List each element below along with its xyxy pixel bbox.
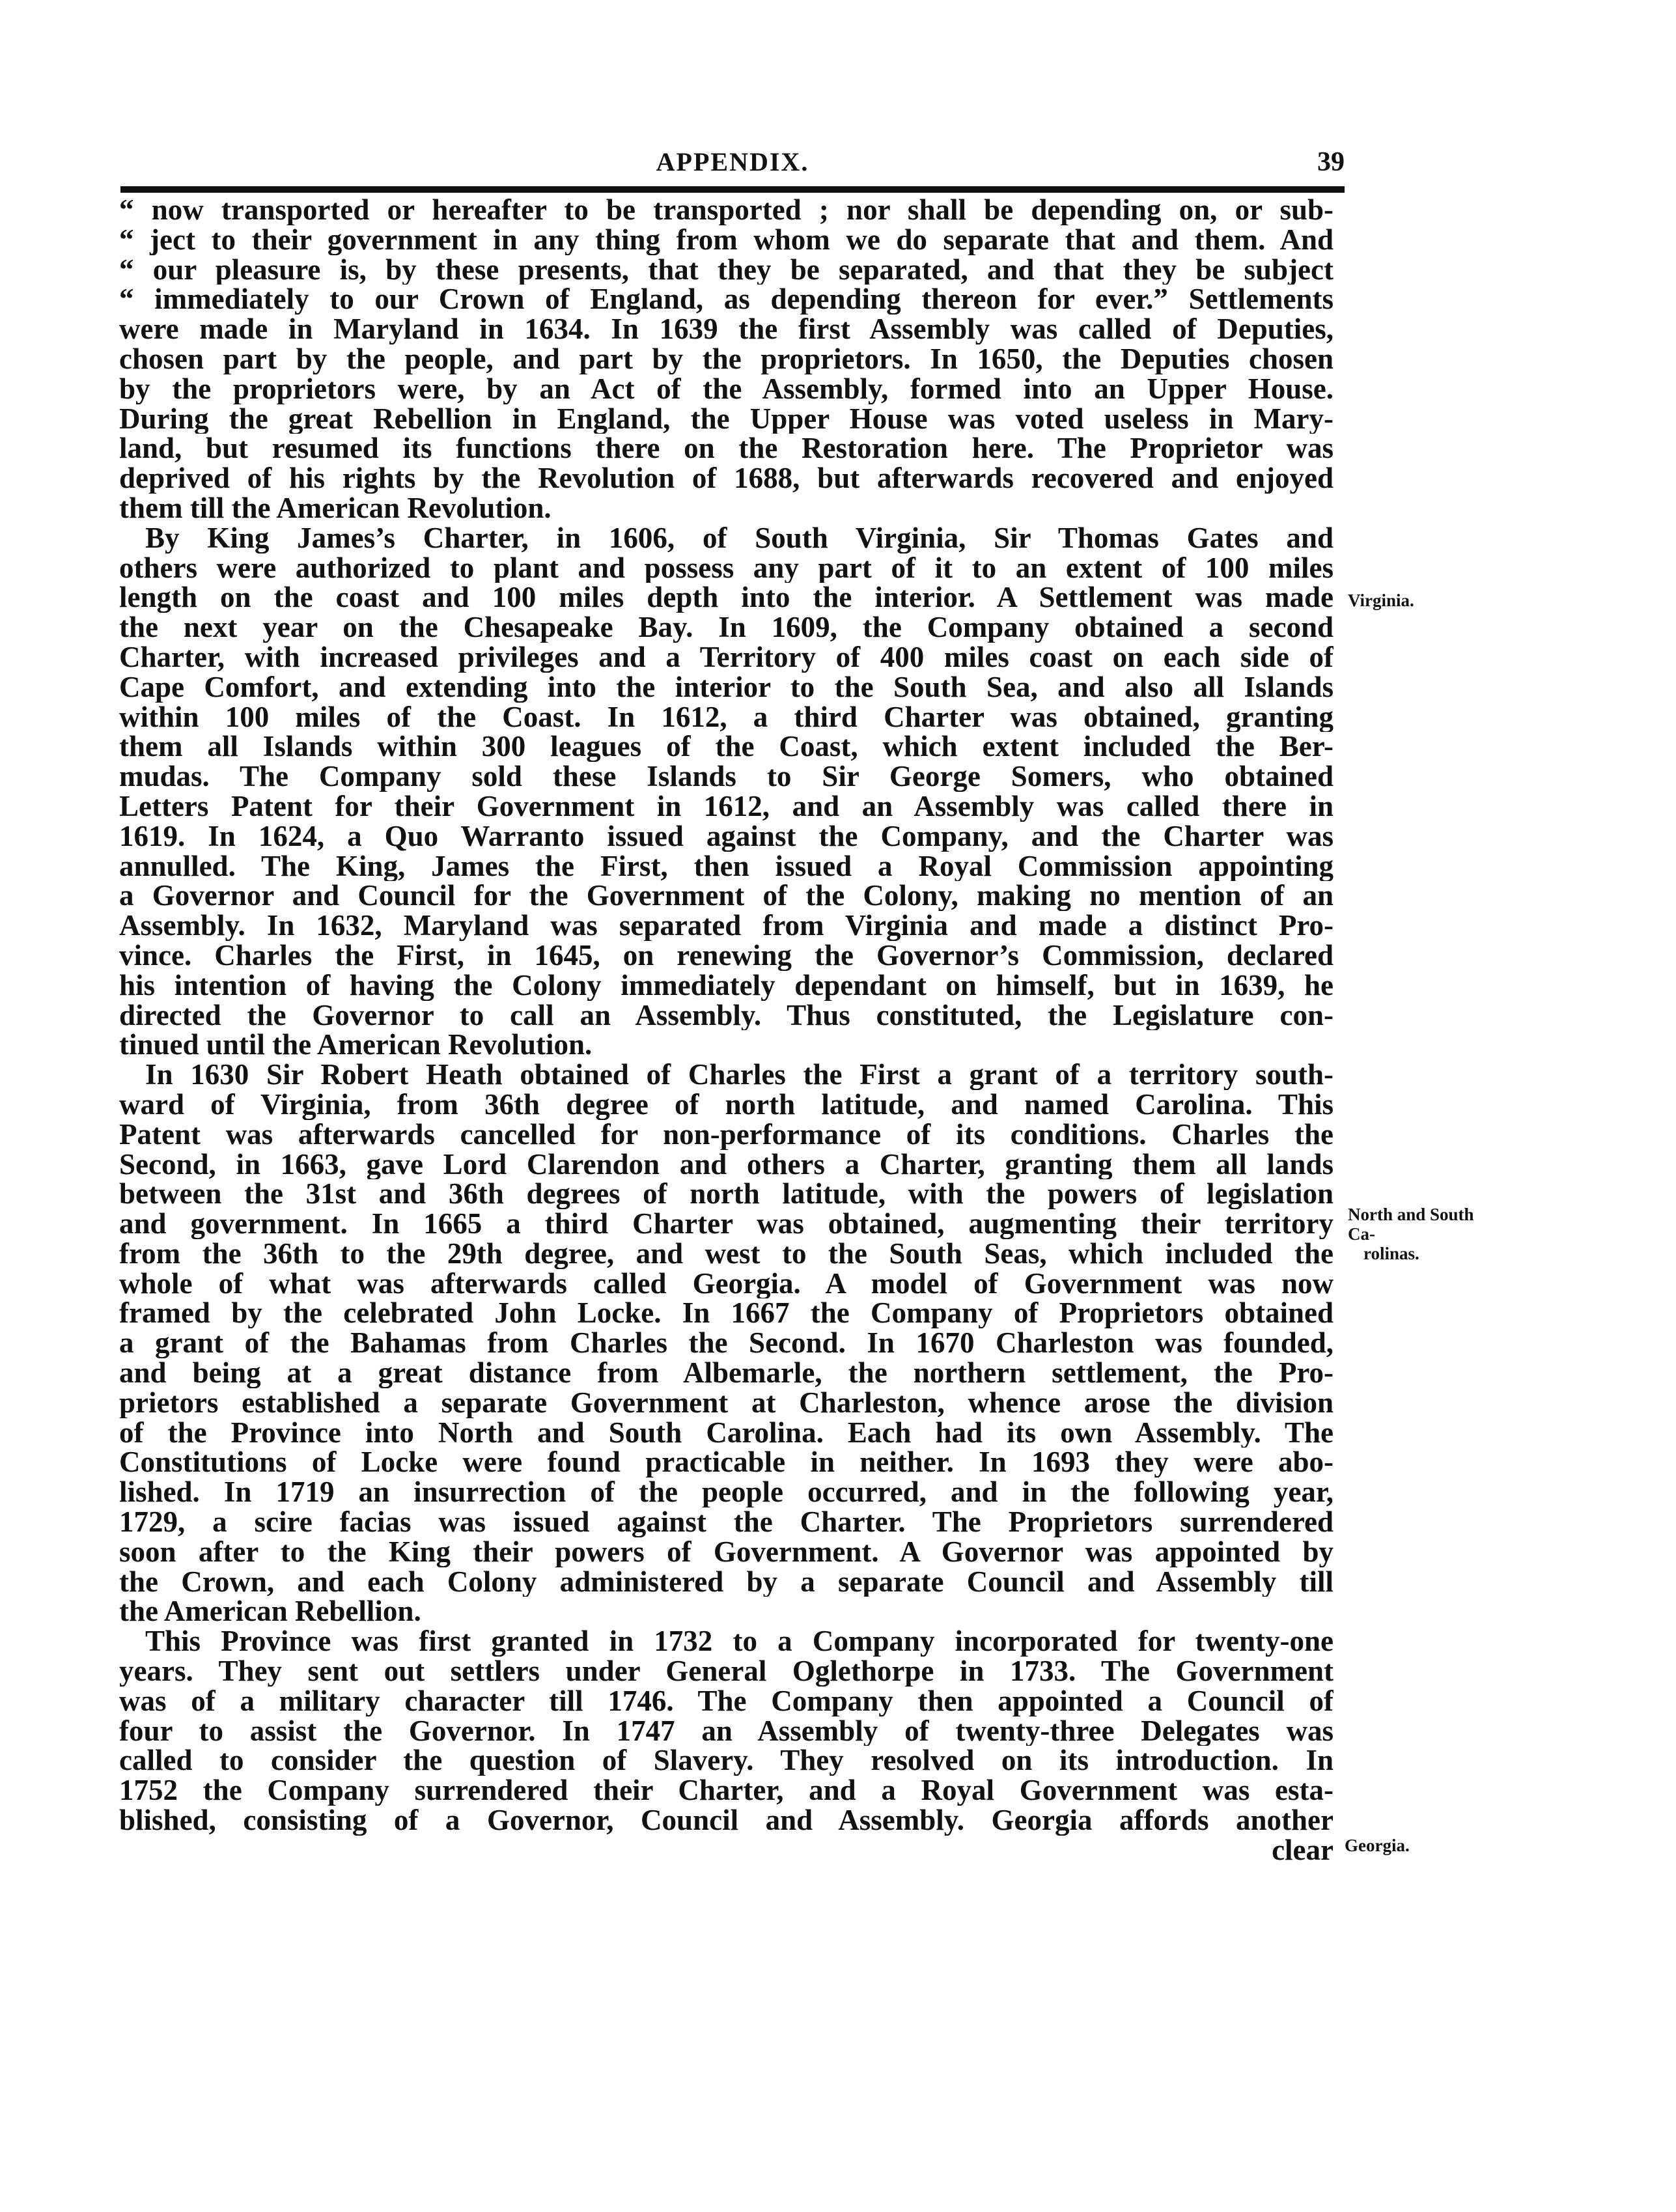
margin-note-georgia: Georgia. (1345, 1836, 1410, 1855)
text-line: By King James’s Charter, in 1606, of South Virginia, Sir Thomas Gates and (145, 523, 1334, 553)
text-line: framed by the celebrated John Locke. In 1667 the Company of Proprietors obtained (119, 1298, 1334, 1329)
text-line: was of a military character till 1746. The Company then appointed a Council of (119, 1686, 1334, 1716)
text-line: them all Islands within 300 leagues of the Coast, which extent included the Ber- (119, 732, 1334, 763)
margin-note-carolina-line1: North and South Ca- (1348, 1205, 1474, 1244)
text-line: This Province was first granted in 1732 to a Company incorporated for twenty-one (145, 1627, 1334, 1657)
text-line: land, but resumed its functions there on the Restoration here. The Proprietor was (119, 434, 1334, 464)
text-line: During the great Rebellion in England, the Upper House was voted useless in Mary- (119, 404, 1334, 434)
margin-note-carolina (1348, 1205, 1485, 1263)
text-line: In 1630 Sir Robert Heath obtained of Charles the First a grant of a territory south- (145, 1060, 1334, 1090)
text-line: ward of Virginia, from 36th degree of north latitude, and named Carolina. This (119, 1089, 1334, 1120)
text-line: Charter, with increased privileges and a Territory of 400 miles coast on each side of (119, 642, 1334, 673)
text-line: directed the Governor to call an Assembly. Thus constituted, the Legislature con- (119, 1000, 1334, 1031)
text-line: lished. In 1719 an insurrection of the people occurred, and in the following year, (119, 1477, 1334, 1508)
text-line: and government. In 1665 a third Charter was obtained, augmenting their territory (119, 1209, 1334, 1239)
text-line: them till the American Revolution. (119, 493, 552, 524)
text-line: Letters Patent for their Government in 1612, and an Assembly was called there in (119, 791, 1334, 822)
text-line: a Governor and Council for the Government of the Colony, making no mention of an (119, 881, 1334, 912)
text-line: vince. Charles the First, in 1645, on renewing the Governor’s Commission, declared (119, 940, 1334, 971)
text-line: Patent was afterwards cancelled for non-performance of its conditions. Charles the (119, 1119, 1334, 1150)
text-line: Cape Comfort, and extending into the interior to the South Sea, and also all Islands (119, 672, 1334, 703)
text-line: four to assist the Governor. In 1747 an Assembly of twenty-three Delegates was (119, 1716, 1334, 1746)
running-header (120, 147, 1345, 186)
text-line: within 100 miles of the Coast. In 1612, a third Charter was obtained, granting (119, 702, 1334, 733)
text-line: the American Rebellion. (119, 1597, 421, 1627)
text-line: “ ject to their government in any thing from whom we do separate that and them. And (119, 225, 1334, 255)
text-line: were made in Maryland in 1634. In 1639 the first Assembly was called of Deputies, (119, 315, 1334, 344)
text-line: by the proprietors were, by an Act of the Assembly, formed into an Upper House. (119, 374, 1334, 404)
margin-note-virginia: Virginia. (1348, 591, 1414, 610)
text-line: 1752 the Company surrendered their Charter, and a Royal Government was esta- (119, 1776, 1334, 1806)
text-line: Assembly. In 1632, Maryland was separated from Virginia and made a distinct Pro- (119, 911, 1334, 941)
text-line: the Crown, and each Colony administered by a separate Council and Assembly till (119, 1567, 1334, 1597)
text-line: between the 31st and 36th degrees of north latitude, with the powers of legislation (119, 1179, 1334, 1210)
text-line: years. They sent out settlers under General Oglethorpe in 1733. The Government (119, 1657, 1334, 1687)
body-text (119, 195, 1334, 1866)
text-line: blished, consisting of a Governor, Council and Assembly. Georgia affords another (119, 1806, 1334, 1836)
text-line: the next year on the Chesapeake Bay. In 1609, the Company obtained a second (119, 613, 1334, 643)
text-line: deprived of his rights by the Revolution of 1688, but afterwards recovered and enjoyed (119, 464, 1334, 494)
text-line: “ immediately to our Crown of England, as depending thereon for ever.” Settlements (119, 285, 1334, 315)
text-line: whole of what was afterwards called Georgia. A model of Government was now (119, 1268, 1334, 1299)
text-line: from the 36th to the 29th degree, and west to the South Seas, which included the (119, 1239, 1334, 1269)
text-line: prietors established a separate Government at Charleston, whence arose the division (119, 1388, 1334, 1418)
text-line: others were authorized to plant and possess any part of it to an extent of 100 miles (119, 553, 1334, 583)
text-line: his intention of having the Colony immediately dependant on himself, but in 1639, he (119, 970, 1334, 1001)
page-number: 39 (1317, 147, 1345, 177)
text-line: “ our pleasure is, by these presents, that they be separated, and that they be subject (119, 255, 1334, 285)
text-line: chosen part by the people, and part by the proprietors. In 1650, the Deputies chosen (119, 344, 1334, 374)
text-line: “ now transported or hereafter to be transported ; nor shall be depending on, or sub- (119, 195, 1334, 225)
text-line: mudas. The Company sold these Islands to Sir George Somers, who obtained (119, 762, 1334, 792)
text-line: length on the coast and 100 miles depth into the interior. A Settlement was made (119, 583, 1334, 613)
header-rule (120, 186, 1345, 193)
text-line: Second, in 1663, gave Lord Clarendon and others a Charter, granting them all lands (119, 1149, 1334, 1180)
text-line: 1729, a scire facias was issued against the Charter. The Proprietors surrendered (119, 1507, 1334, 1537)
text-line: 1619. In 1624, a Quo Warranto issued against the Company, and the Charter was (119, 821, 1334, 852)
text-line: annulled. The King, James the First, then issued a Royal Commission appointing (119, 851, 1334, 882)
text-line: and being at a great distance from Albemarle, the northern settlement, the Pro- (119, 1358, 1334, 1388)
text-line: a grant of the Bahamas from Charles the Second. In 1670 Charleston was founded, (119, 1328, 1334, 1359)
text-line: soon after to the King their powers of Government. A Governor was appointed by (119, 1537, 1334, 1567)
margin-note-carolina-line2: rolinas. (1363, 1244, 1419, 1263)
text-line: Constitutions of Locke were found practicable in neither. In 1693 they were abo- (119, 1448, 1334, 1478)
catchword: clear (1272, 1835, 1334, 1866)
running-header-title: APPENDIX. (656, 147, 809, 176)
text-line: tinued until the American Revolution. (119, 1030, 593, 1061)
text-line: called to consider the question of Slavery. They resolved on its introduction. In (119, 1746, 1334, 1776)
text-line: of the Province into North and South Carolina. Each had its own Assembly. The (119, 1418, 1334, 1448)
